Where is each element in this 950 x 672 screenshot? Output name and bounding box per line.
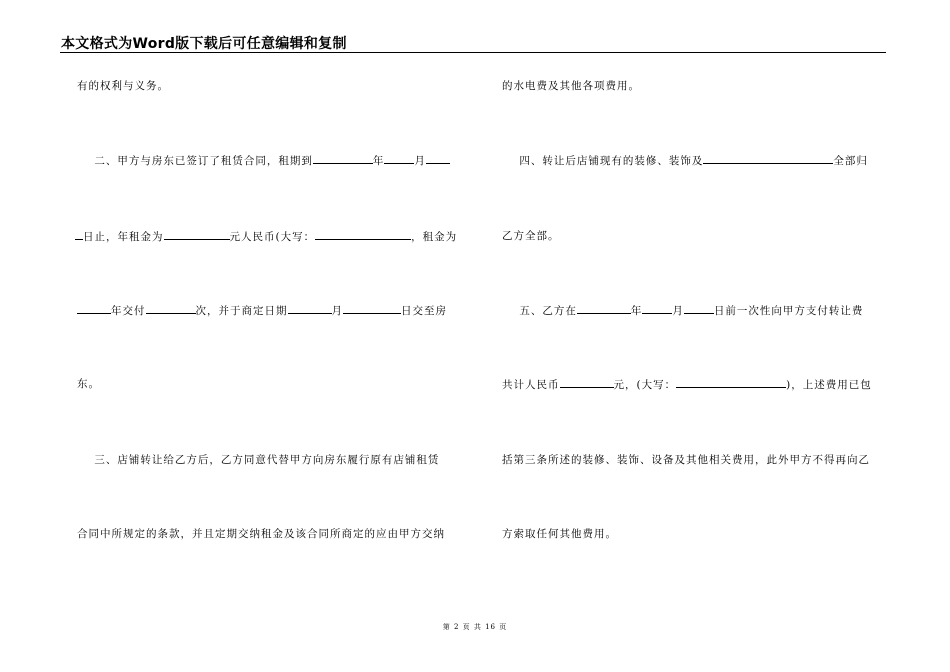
- text-segment: 次，并于商定日期: [195, 305, 288, 317]
- paragraph-line: [77, 303, 447, 318]
- document-header-title: 本文格式为Word版下载后可任意编辑和复制: [61, 36, 347, 52]
- text-segment: 元人民币(大写：: [229, 231, 316, 243]
- paragraph-line: [77, 153, 450, 168]
- text-segment: 月: [672, 305, 684, 317]
- text-segment: 日前一次性向甲方支付转让费: [713, 305, 864, 317]
- fill-blank: [288, 303, 332, 314]
- fill-blank: [77, 303, 111, 314]
- text-segment: 四、转让后店铺现有的装修、装饰及: [502, 155, 704, 167]
- fill-blank: [642, 303, 672, 314]
- header-divider: [60, 52, 886, 53]
- paragraph-line: 东。: [77, 378, 100, 390]
- text-segment: )，上述费用已包: [786, 379, 872, 391]
- text-segment: 日止，年租金为: [83, 231, 164, 243]
- text-segment: 日交至房: [401, 305, 447, 317]
- fill-blank: [313, 153, 373, 164]
- fill-blank: [560, 377, 614, 388]
- text-segment: 元，(大写：: [613, 379, 677, 391]
- paragraph-line: 合同中所规定的条款，并且定期交纳租金及该合同所商定的应由甲方交纳: [77, 528, 445, 540]
- fill-blank: [75, 229, 83, 240]
- paragraph-line: [75, 229, 457, 244]
- fill-blank: [384, 153, 414, 164]
- fill-blank: [684, 303, 714, 314]
- text-segment: 共计人民币: [502, 379, 560, 391]
- fill-blank: [343, 303, 401, 314]
- page-number: 第 2 页 共 16 页: [442, 623, 508, 631]
- text-segment: 年: [372, 155, 385, 167]
- text-segment: 年交付: [111, 305, 146, 317]
- text-segment: ，租金为: [411, 231, 458, 243]
- text-segment: 五、乙方在: [502, 305, 577, 317]
- paragraph-line: [502, 153, 868, 168]
- paragraph-line: 方索取任何其他费用。: [502, 528, 617, 540]
- paragraph-line: 乙方全部。: [502, 230, 560, 242]
- fill-blank: [703, 153, 833, 164]
- fill-blank: [577, 303, 631, 314]
- fill-blank: [146, 303, 196, 314]
- fill-blank: [164, 229, 230, 240]
- paragraph-line: 的水电费及其他各项费用。: [502, 80, 640, 92]
- text-segment: 年: [630, 305, 643, 317]
- fill-blank: [676, 377, 786, 388]
- paragraph-line: [502, 303, 863, 318]
- paragraph-line: [502, 377, 872, 392]
- text-segment: 全部归: [833, 155, 868, 167]
- paragraph-line: 有的权利与义务。: [77, 80, 169, 92]
- paragraph-line: 括第三条所述的装修、装饰、设备及其他相关费用，此外甲方不得再向乙: [502, 454, 870, 466]
- text-segment: 二、甲方与房东已签订了租赁合同，租期到: [77, 155, 313, 167]
- fill-blank: [315, 229, 411, 240]
- paragraph-line: 三、店铺转让给乙方后，乙方同意代替甲方向房东履行原有店铺租赁: [77, 454, 440, 466]
- text-segment: 月: [331, 305, 343, 317]
- fill-blank: [426, 153, 450, 164]
- text-segment: 月: [414, 155, 426, 167]
